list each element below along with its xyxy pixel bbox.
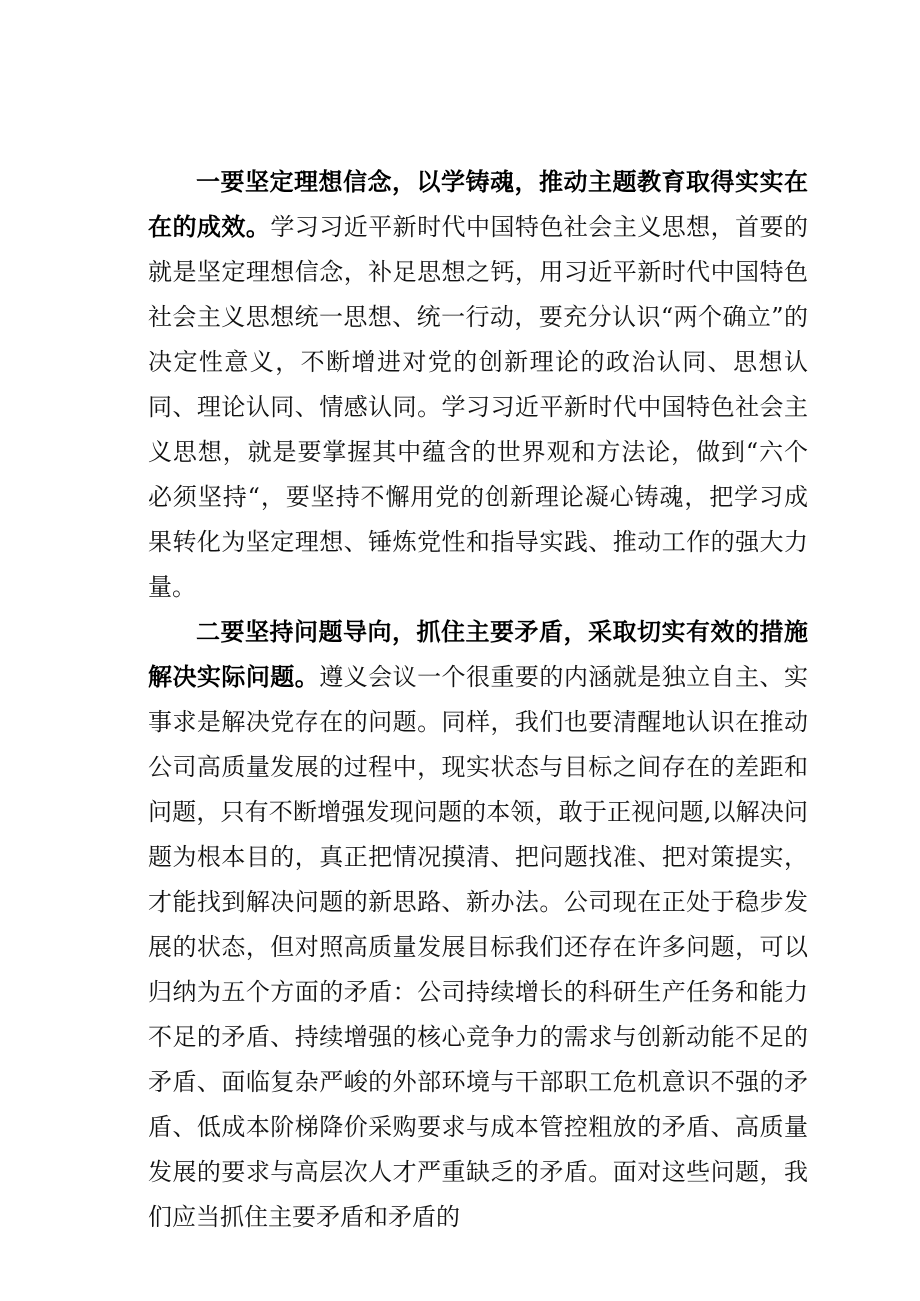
paragraph-2-lead: 二要坚持问题导向，抓住主要矛盾，采取切实有效的措施解决实际问题。 [148,618,808,691]
paragraph-1-lead: 一要坚定理想信念，以学铸魂，推动主题教育取得实实在在的成效。 [148,168,808,241]
paragraph-2-text: 遵义会议一个很重要的内涵就是独立自主、实事求是解决党存在的问题。同样，我们也要清醒地认识在推动公司高质量发展的过程中，现实状态与目标之间存在的差距和问题，只有不断增强发现问题的本领，敢于正视问题,以解决问题为根本目的，真正把情况摸清、把问题找准、把对策提实，才能找到解决问题的新思路、新办法。公司现在正处于稳步发展的状态，但对照高质量发展目标我们还存在许多问题，可以归纳为五个方面的矛盾：公司持续增长的科研生产任务和能力不足的矛盾、持续增强的核心竞争力的需求与创新动能不足的矛盾、面临复杂严峻的外部环境与干部职工危机意识不强的矛盾、低成本阶梯降价采购要求与成本管控粗放的矛盾、高质量发展的要求与高层次人才严重缺乏的矛盾。面对这些问题，我们应当抓住主要矛盾和矛盾的 [148,663,809,1231]
document-body [148,160,808,1240]
paragraph-1 [148,160,808,610]
paragraph-2 [148,610,808,1240]
paragraph-1-text: 学习习近平新时代中国特色社会主义思想，首要的就是坚定理想信念，补足思想之钙，用习近平新时代中国特色社会主义思想统一思想、统一行动，要充分认识“两个确立”的决定性意义，不断增进对党的创新理论的政治认同、思想认同、理论认同、情感认同。学习习近平新时代中国特色社会主义思想，就是要掌握其中蕴含的世界观和方法论，做到“六个必须坚持“，要坚持不懈用党的创新理论凝心铸魂，把学习成果转化为坚定理想、锤炼党性和指导实践、推动工作的强大力量。 [148,213,809,601]
